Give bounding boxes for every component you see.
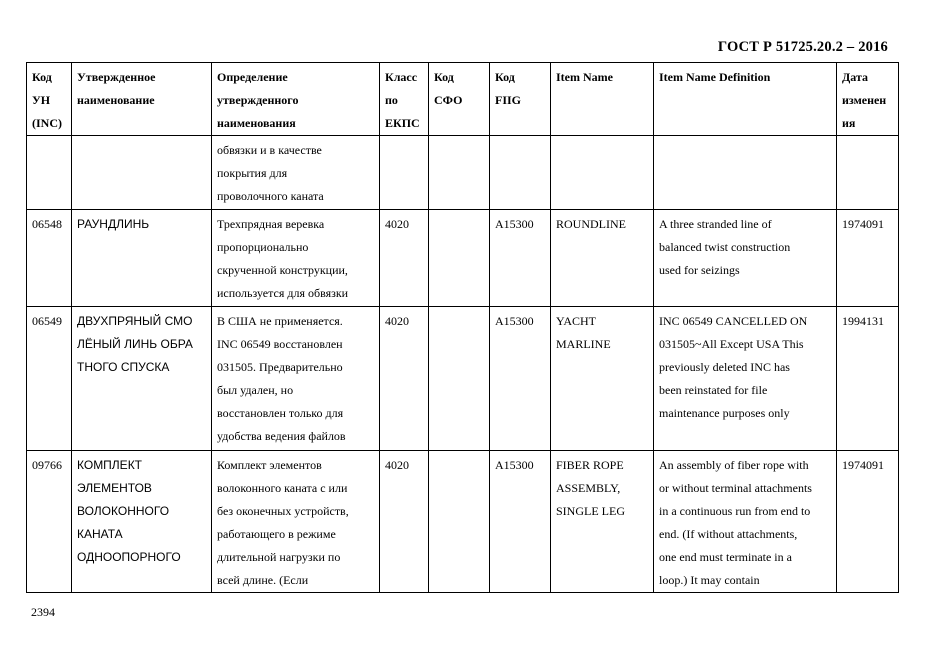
table-row [27, 307, 899, 451]
cell-line: MARLINE [556, 337, 611, 351]
cell-item-name [551, 307, 654, 451]
cell-class [380, 307, 429, 451]
cell-line: SINGLE LEG [556, 504, 625, 518]
cell-fiig [490, 210, 551, 307]
cell-item-name [551, 136, 654, 210]
cell-sfo [429, 307, 490, 451]
cell-line: волоконного каната с или [217, 481, 348, 495]
page-number: 2394 [31, 605, 55, 619]
cell-definition [212, 307, 380, 451]
document-title: ГОСТ Р 51725.20.2 – 2016 [717, 39, 888, 55]
cell-line: 1994131 [842, 314, 884, 328]
cell-line: Код [32, 70, 52, 84]
cell-line: ТНОГО СПУСКА [77, 360, 170, 374]
cell-fiig [490, 307, 551, 451]
cell-line: удобства ведения файлов [217, 429, 346, 443]
cell-line: maintenance purposes only [659, 406, 790, 420]
cell-line: Item Name Definition [659, 70, 771, 84]
cell-line: УН [32, 93, 51, 107]
cell-name [72, 210, 212, 307]
cell-line: been reinstated for file [659, 383, 768, 397]
cell-line: 4020 [385, 314, 409, 328]
cell-line: (INC) [32, 116, 62, 130]
cell-line: INC 06549 восстановлен [217, 337, 343, 351]
table-row [27, 136, 899, 210]
cell-line: Определение [217, 70, 288, 84]
cell-inc [27, 451, 72, 593]
cell-line: длительной нагрузки по [217, 550, 341, 564]
cell-line: 1974091 [842, 458, 884, 472]
cell-line: Код [434, 70, 454, 84]
cell-item-def [654, 307, 837, 451]
cell-line: loop.) It may contain [659, 573, 760, 587]
cell-line: Item Name [556, 70, 613, 84]
cell-item-name [551, 210, 654, 307]
cell-line: Дата [842, 70, 868, 84]
cell-line: РАУНДЛИНЬ [77, 217, 150, 231]
cell-line: КОМПЛЕКТ [77, 458, 143, 472]
cell-line: наименование [77, 93, 155, 107]
cell-definition [212, 451, 380, 593]
cell-line: всей длине. (Если [217, 573, 309, 587]
cell-line: изменен [842, 93, 887, 107]
cell-date [837, 136, 899, 210]
cell-inc [27, 136, 72, 210]
cell-fiig [490, 451, 551, 593]
header-item-name-definition [654, 63, 837, 136]
header-date [837, 63, 899, 136]
table-row [27, 451, 899, 593]
cell-line: 4020 [385, 217, 409, 231]
table-row [27, 210, 899, 307]
cell-definition [212, 210, 380, 307]
cell-fiig [490, 136, 551, 210]
cell-line: ия [842, 116, 856, 130]
cell-line: обвязки и в качестве [217, 143, 322, 157]
cell-sfo [429, 136, 490, 210]
cell-item-def [654, 136, 837, 210]
cell-line: ОДНООПОРНОГО [77, 550, 181, 564]
cell-item-name [551, 451, 654, 593]
cell-line: used for seizings [659, 263, 740, 277]
cell-line: пропорционально [217, 240, 309, 254]
cell-line: утвержденного [217, 93, 299, 107]
cell-line: ВОЛОКОННОГО [77, 504, 170, 518]
catalog-table [26, 62, 899, 593]
cell-line: YACHT [556, 314, 597, 328]
cell-line: работающего в режиме [217, 527, 336, 541]
cell-line: A15300 [495, 314, 534, 328]
cell-line: ДВУХПРЯНЫЙ СМО [77, 314, 193, 328]
cell-line: Утвержденное [77, 70, 156, 84]
cell-line: ЭЛЕМЕНТОВ [77, 481, 152, 495]
table-header-row [27, 63, 899, 136]
cell-line: Комплект элементов [217, 458, 322, 472]
cell-class [380, 210, 429, 307]
cell-line: or without terminal attachments [659, 481, 812, 495]
cell-line: 4020 [385, 458, 409, 472]
cell-line: FIBER ROPE [556, 458, 624, 472]
cell-line: 031505~All Except USA This [659, 337, 804, 351]
cell-line: скрученной конструкции, [217, 263, 348, 277]
header-sfo [429, 63, 490, 136]
cell-line: Класс [385, 70, 418, 84]
cell-definition [212, 136, 380, 210]
cell-item-def [654, 210, 837, 307]
cell-line: one end must terminate in a [659, 550, 792, 564]
cell-line: ЕКПС [385, 116, 420, 130]
cell-line: по [385, 93, 398, 107]
cell-line: end. (If without attachments, [659, 527, 798, 541]
cell-date [837, 451, 899, 593]
cell-line: A15300 [495, 217, 534, 231]
cell-line: наименования [217, 116, 296, 130]
cell-sfo [429, 451, 490, 593]
cell-name [72, 451, 212, 593]
cell-line: покрытия для [217, 166, 288, 180]
header-approved-name [72, 63, 212, 136]
cell-item-def [654, 451, 837, 593]
cell-line: INC 06549 CANCELLED ON [659, 314, 808, 328]
cell-inc [27, 210, 72, 307]
cell-line: восстановлен только для [217, 406, 344, 420]
cell-line: 1974091 [842, 217, 884, 231]
table-body [27, 136, 899, 593]
cell-line: A three stranded line of [659, 217, 772, 231]
cell-line: Код [495, 70, 515, 84]
cell-name [72, 136, 212, 210]
cell-line: 06549 [32, 314, 62, 328]
header-item-name [551, 63, 654, 136]
header-inc [27, 63, 72, 136]
header-class [380, 63, 429, 136]
cell-date [837, 307, 899, 451]
cell-sfo [429, 210, 490, 307]
cell-line: A15300 [495, 458, 534, 472]
cell-date [837, 210, 899, 307]
header-definition [212, 63, 380, 136]
header-fiig [490, 63, 551, 136]
cell-line: был удален, но [217, 383, 294, 397]
cell-line: An assembly of fiber rope with [659, 458, 809, 472]
cell-line: КАНАТА [77, 527, 123, 541]
cell-line: 09766 [32, 458, 62, 472]
cell-line: in a continuous run from end to [659, 504, 811, 518]
cell-line: previously deleted INC has [659, 360, 790, 374]
cell-class [380, 136, 429, 210]
cell-name [72, 307, 212, 451]
cell-line: balanced twist construction [659, 240, 791, 254]
cell-line: ASSEMBLY, [556, 481, 621, 495]
cell-line: используется для обвязки [217, 286, 349, 300]
cell-inc [27, 307, 72, 451]
cell-line: СФО [434, 93, 463, 107]
cell-class [380, 451, 429, 593]
cell-line: без оконечных устройств, [217, 504, 349, 518]
cell-line: В США не применяется. [217, 314, 343, 328]
cell-line: Трехпрядная веревка [217, 217, 325, 231]
cell-line: 031505. Предварительно [217, 360, 343, 374]
cell-line: ЛЁНЫЙ ЛИНЬ ОБРА [77, 337, 193, 351]
cell-line: проволочного каната [217, 189, 324, 203]
cell-line: FIIG [495, 93, 522, 107]
cell-line: ROUNDLINE [556, 217, 626, 231]
cell-line: 06548 [32, 217, 62, 231]
